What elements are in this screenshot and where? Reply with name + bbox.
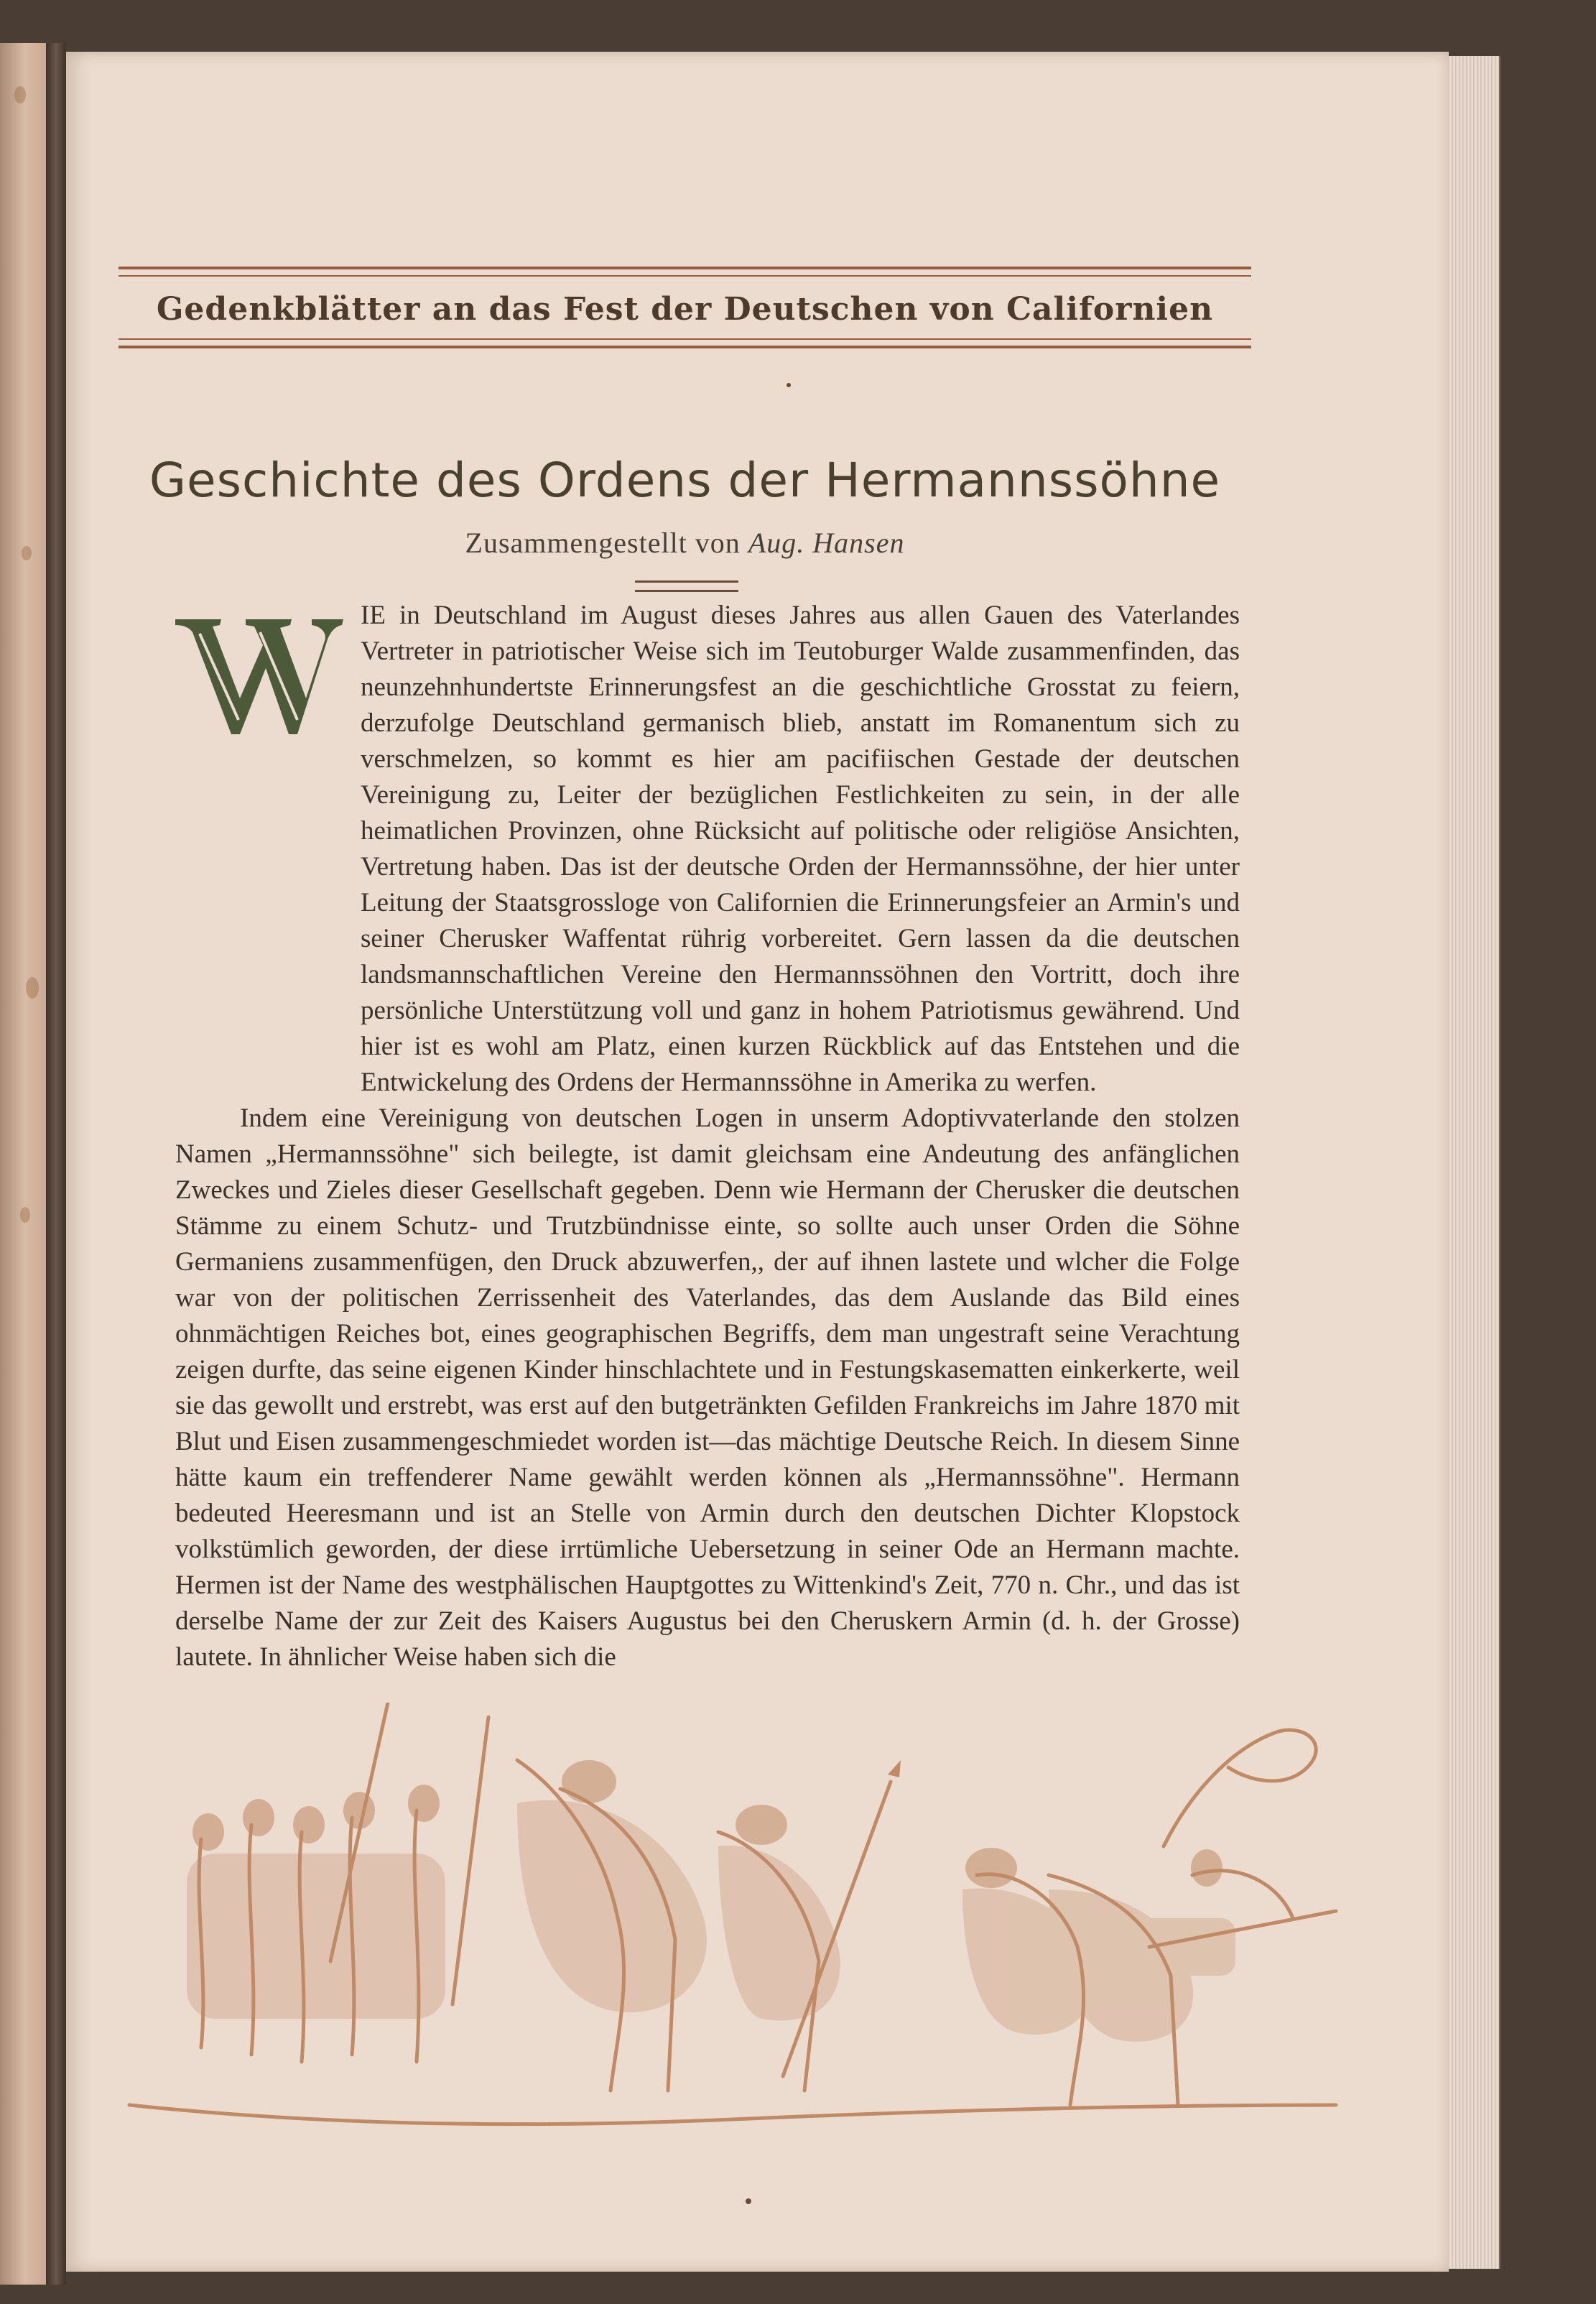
page-stack-edge [1449, 56, 1500, 2269]
byline-author: Aug. Hansen [748, 527, 905, 559]
facing-page-edge [0, 43, 47, 2285]
article-body [175, 598, 1240, 1675]
book-spine [46, 43, 66, 2285]
header-rule-top [119, 267, 1251, 269]
print-speck [787, 383, 791, 387]
paragraph-2: Indem eine Vereinigung von deutschen Logen in unserm Adoptivvaterlande den stolzen Namen „Hermannssöhne" sich beilegte, ist damit gleichsam eine Andeutung des anfänglichen Zweckes und Zieles dieser Gesellschaft gegeben. Denn wie Hermann der Cherusker die deutschen Stämme zu einem Schutz- und Trutzbündnisse einte, so sollte auch unser Orden die Söhne Germaniens zusammenfügen, den Druck abzuwerfen,, der auf ihnen lastete und wlcher die Folge war von der politischen Zerrissenheit des Vaterlandes, das dem Auslande das Bild eines ohnmächtigen Reiches bot, eines geographischen Begriffs, dem man ungestraft seine Verachtung zeigen durfte, das seine eigenen Kinder hinschlachtete und in Festungskasematten einkerkerte, weil sie das gewollt und erstrebt, was erst auf den butgetränkten Gefilden Frankreichs im Jahre 1870 mit Blut und Eisen zusammengeschmiedet worden ist—das mächtige Deutsche Reich. In diesem Sinne hätte kaum ein treffenderer Name gewählt werden können als „Hermannssöhne". Hermann bedeuted Heeresmann und ist an Stelle von Armin durch den deutschen Dichter Klopstock volkstümlich geworden, der diese irrtümliche Uebersetzung in seiner Ode an Hermann machte. Hermen ist der Name des westphälischen Hauptgottes zu Wittenkind's Zeit, 770 n. Chr., und das ist derselbe Name der zur Zeit des Kaisers Augustus bei den Cheruskern Armin (d. h. der Grosse) lautete. In ähnlicher Weise haben sich die [175, 1104, 1240, 1672]
header-rule-bottom-thin [119, 338, 1251, 340]
running-head-text: Gedenkblätter an das Fest der Deutschen von Californien [156, 291, 1214, 328]
byline-prefix: Zusammengestellt von [465, 527, 741, 559]
running-header [119, 210, 1251, 360]
title-divider [635, 580, 738, 592]
article-title: Geschichte des Ordens der Hermannssöhne [149, 453, 1221, 508]
header-rule-top-thin [119, 275, 1251, 277]
header-rule-bottom [119, 346, 1251, 348]
paragraph-1: IE in Deutschland im August dieses Jahres aus allen Gauen des Vaterlandes Vertreter in patriotischer Weise sich im Teutoburger Walde zusammenfinden, das neunzehnhundertste Erinnerungsfest an die geschichtliche Grosstat zu feiern, derzufolge Deutschland germanisch blieb, anstatt im Romanentum sich zu verschmelzen, so kommt es hier am pacifiischen Gestade der deutschen Vereinigung zu, Leiter der bezüglichen Festlichkeiten zu sein, in der alle heimatlichen Provinzen, ohne Rücksicht auf politische oder religiöse Ansichten, Vertretung haben. Das ist der deutsche Orden der Hermannssöhne, der hier unter Leitung der Staatsgrossloge von Californien die Erinnerungsfeier an Armin's und seiner Cherusker Waffentat rührig vorbereitet. Gern lassen da die deutschen landsmannschaftlichen Vereine den Hermannssöhnen den Vortritt, doch ihre persönliche Unterstützung voll und ganz in hohem Patriotismus gewährend. Und hier ist es wohl am Platz, einen kurzen Rückblick auf das Entstehen und die Entwickelung des Ordens der Hermannssöhne in Amerika zu werfen. [361, 601, 1240, 1097]
print-speck [746, 2198, 751, 2204]
procession-illustration [115, 1703, 1350, 2148]
article-byline [119, 526, 1251, 560]
